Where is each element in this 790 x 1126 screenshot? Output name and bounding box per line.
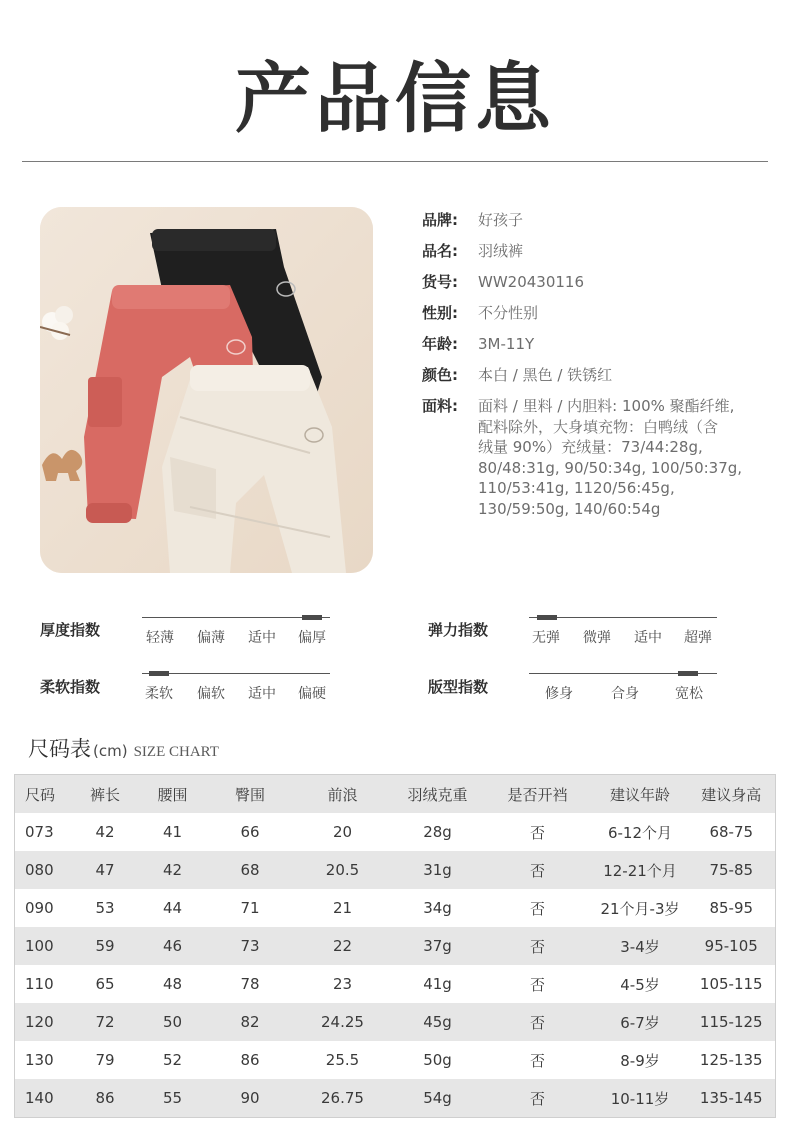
table-cell: 120 [15,1003,73,1041]
table-cell: 66 [240,823,260,841]
table-row [15,927,776,965]
table-cell: 54g [393,1079,483,1118]
table-cell: 53 [95,899,115,917]
fit-index-marker [678,671,698,676]
column-header: 建议年龄 [593,775,688,814]
softness-option: 偏软 [197,686,225,702]
table-row [15,889,776,927]
table-cell: 否 [529,1051,545,1070]
table-cell: 44 [162,899,183,917]
spec-key: 颜色: [422,366,458,384]
table-cell: 135-145 [688,1079,776,1118]
spec-age [422,334,772,354]
softness-option: 柔软 [145,686,173,702]
spec-value: 羽绒裤 [478,242,524,260]
table-row [15,1003,776,1041]
spec-key: 品名: [422,242,458,260]
table-cell: 否 [483,1079,593,1118]
table-cell: 47 [73,851,138,889]
table-cell: 46 [138,927,208,965]
table-cell: 50g [423,1051,452,1069]
table-cell: 52 [162,1051,183,1069]
softness-option: 适中 [248,686,276,702]
table-row [15,851,776,889]
spec-item-number [422,272,772,292]
table-cell: 73 [208,927,293,965]
table-cell: 140 [15,1079,73,1118]
table-cell: 25.5 [325,1051,360,1069]
elasticity-option: 无弹 [532,630,560,646]
thickness-option: 轻薄 [146,630,174,646]
table-cell: 71 [240,899,260,917]
table-cell: 24.25 [293,1003,393,1041]
table-row [15,1079,776,1118]
table-cell: 41g [423,975,452,993]
table-cell: 42 [138,851,208,889]
table-cell: 3-4岁 [593,927,688,965]
spec-value: 好孩子 [478,211,524,229]
elasticity-option: 微弹 [583,630,611,646]
table-cell: 37g [393,927,483,965]
elasticity-option: 适中 [634,630,662,646]
table-cell: 48 [162,975,183,993]
table-cell: 86 [240,1051,260,1069]
table-cell: 22 [293,927,393,965]
table-cell: 59 [73,927,138,965]
fabric-line: 130/59:50g, 140/60:54g [478,499,661,518]
table-cell: 115-125 [688,1003,776,1041]
table-cell: 否 [529,823,545,842]
table-cell: 65 [95,975,115,993]
fabric-line: 110/53:41g, 1120/56:45g, [478,479,675,497]
spec-key: 货号: [422,273,458,291]
table-cell: 100 [15,927,73,965]
table-cell: 50 [138,1003,208,1041]
fit-index-title: 版型指数 [428,678,489,696]
spec-color [422,365,772,385]
spec-product-name [422,241,772,261]
elasticity-option: 超弹 [684,630,712,646]
table-cell: 86 [73,1079,138,1118]
table-cell: 10-11岁 [593,1079,688,1118]
table-row [15,1041,776,1079]
spec-key: 面料: [422,397,458,415]
column-header: 腰围 [138,775,208,814]
table-cell: 4-5岁 [620,975,660,994]
table-cell: 130 [25,1051,54,1069]
fit-option: 宽松 [675,686,703,702]
fabric-line: 面料 / 里料 / 内胆料: 100% 聚酯纤维, [478,397,735,415]
table-cell: 28g [423,823,452,841]
table-cell: 90 [208,1079,293,1118]
table-cell: 否 [483,1003,593,1041]
table-cell: 23 [332,975,353,993]
fabric-line: 绒量 90%）充绒量：73/44:28g, [478,438,703,456]
table-cell: 20.5 [293,851,393,889]
table-cell: 073 [25,823,54,841]
table-cell: 82 [208,1003,293,1041]
spec-brand [422,210,772,230]
column-header: 臀围 [208,775,293,814]
spec-value: 本白 / 黑色 / 铁锈红 [478,366,613,384]
size-chart-unit: (cm) [93,742,128,760]
table-cell: 12-21个月 [593,851,688,889]
product-photo [40,207,373,573]
table-cell: 55 [138,1079,208,1118]
table-cell: 6-7岁 [593,1003,688,1041]
spec-gender [422,303,772,323]
fit-option: 合身 [611,686,639,702]
table-cell: 080 [15,851,73,889]
table-cell: 31g [393,851,483,889]
spec-list [422,210,772,530]
table-cell: 68 [208,851,293,889]
thickness-option: 偏薄 [197,630,225,646]
spec-fabric [422,396,772,519]
column-header: 尺码 [15,775,73,814]
size-chart-title-en: SIZE CHART [133,744,219,760]
table-cell: 26.75 [293,1079,393,1118]
softness-index-track [142,673,330,674]
softness-option: 偏硬 [298,686,326,702]
thickness-option: 适中 [248,630,276,646]
table-cell: 否 [483,927,593,965]
column-header: 建议身高 [688,775,776,814]
table-cell: 8-9岁 [620,1051,660,1070]
thickness-index-title: 厚度指数 [40,621,101,639]
spec-value: WW20430116 [478,273,585,291]
table-cell: 45g [393,1003,483,1041]
table-cell: 72 [73,1003,138,1041]
column-header: 裤长 [73,775,138,814]
size-chart-heading [28,733,219,763]
table-cell: 否 [529,975,545,994]
elasticity-index-track [529,617,717,618]
table-cell: 20 [332,823,353,841]
table-header-row [15,775,776,814]
softness-index-title: 柔软指数 [40,678,101,696]
fabric-line: 80/48:31g, 90/50:34g, 100/50:37g, [478,458,743,477]
table-cell: 21个月-3岁 [600,899,680,918]
table-cell: 68-75 [709,823,754,841]
table-cell: 21 [332,899,353,917]
column-header: 是否开裆 [483,775,593,814]
size-chart-title: 尺码表 [28,737,91,761]
softness-index-marker [149,671,169,676]
table-cell: 125-135 [699,1051,763,1069]
table-cell: 79 [95,1051,115,1069]
spec-value: 3M-11Y [478,335,535,353]
table-cell: 110 [25,975,54,993]
thickness-index-marker [302,615,322,620]
fabric-line: 配料除外，大身填充物：白鸭绒（含 [478,417,719,436]
column-header: 羽绒克重 [393,775,483,814]
table-cell: 090 [25,899,54,917]
column-header: 前浪 [293,775,393,814]
size-chart-table [14,774,776,1118]
spec-value [478,396,742,519]
elasticity-index-marker [537,615,557,620]
spec-key: 品牌: [422,211,458,229]
table-cell: 95-105 [688,927,776,965]
table-row [15,965,776,1003]
table-row [15,813,776,851]
elasticity-index-title: 弹力指数 [428,621,489,639]
table-cell: 34g [423,899,452,917]
table-cell: 75-85 [688,851,776,889]
spec-key: 性别: [422,304,458,322]
thickness-option: 偏厚 [298,630,326,646]
page-title: 产品信息 [235,54,555,143]
fit-option: 修身 [545,686,573,702]
table-cell: 85-95 [709,899,754,917]
table-cell: 42 [95,823,115,841]
table-cell: 105-115 [699,975,763,993]
table-cell: 否 [483,851,593,889]
spec-key: 年龄: [422,335,458,353]
table-cell: 78 [240,975,260,993]
spec-value: 不分性别 [478,304,539,322]
table-cell: 6-12个月 [607,823,673,842]
table-cell: 否 [529,899,545,918]
table-cell: 41 [162,823,183,841]
title-divider [22,161,768,162]
